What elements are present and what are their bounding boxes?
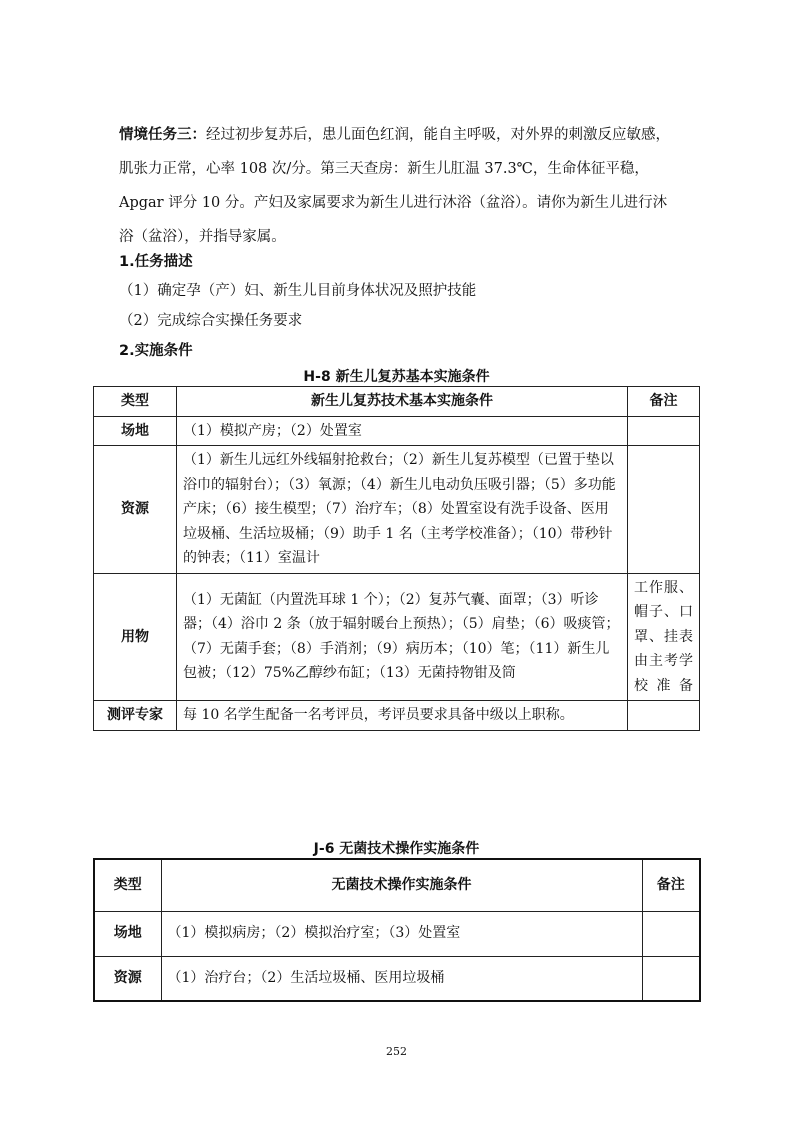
header-conditions: 无菌技术操作实施条件: [161, 859, 642, 911]
table-header-row: [94, 859, 700, 911]
row-content: 每 10 名学生配备一名考评员，考评员要求具备中级以上职称。: [177, 701, 628, 731]
row-content: （1）治疗台；（2）生活垃圾桶、医用垃圾桶: [161, 956, 642, 1001]
section-heading-conditions: 2.实施条件: [119, 343, 193, 359]
table1-caption: H-8 新生儿复苏基本实施条件: [303, 369, 490, 385]
section-heading-task: 1.任务描述: [119, 254, 193, 270]
row-type: 测评专家: [94, 701, 177, 731]
row-content: （1）模拟产房；（2）处置室: [177, 416, 628, 446]
row-type: 资源: [94, 446, 177, 574]
table-header-row: [94, 387, 700, 417]
table-row: [94, 956, 700, 1001]
table-row: [94, 416, 700, 446]
task-item-2: （2）完成综合实操任务要求: [119, 313, 303, 329]
row-type: 场地: [94, 416, 177, 446]
header-type: 类型: [94, 859, 161, 911]
row-note: [628, 701, 700, 731]
row-content: （1）模拟病房；（2）模拟治疗室；（3）处置室: [161, 911, 642, 956]
table-row: [94, 446, 700, 574]
header-conditions: 新生儿复苏技术基本实施条件: [177, 387, 628, 417]
row-type: 场地: [94, 911, 161, 956]
task-item-1: （1）确定孕（产）妇、新生儿目前身体状况及照护技能: [119, 283, 477, 299]
scenario-label: 情境任务三：: [119, 126, 206, 143]
row-note: [628, 446, 700, 574]
table-j6-conditions: [93, 858, 701, 1002]
scenario-paragraph: [119, 118, 679, 254]
row-note: 工作服、帽子、口罩、挂表由主考学校准备: [628, 573, 700, 701]
row-note: [642, 911, 700, 956]
table-row: [94, 573, 700, 701]
page-number: 252: [386, 1045, 407, 1058]
header-notes: 备注: [628, 387, 700, 417]
row-content: （1）无菌缸（内置洗耳球 1 个）；（2）复苏气囊、面罩；（3）听诊器；（4）浴巾 2 条（放于辐射暖台上预热）；（5）肩垫；（6）吸痰管；（7）无菌手套；（8）手消剂；（9）病历本；（10）笔；（11）新生儿包被；（12）75%乙醇纱布缸；（13）无菌持物钳及筒: [177, 573, 628, 701]
row-content: （1）新生儿远红外线辐射抢救台；（2）新生儿复苏模型（已置于垫以浴巾的辐射台）；（3）氧源；（4）新生儿电动负压吸引器；（5）多功能产床；（6）接生模型；（7）治疗车；（8）处置室设有洗手设备、医用垃圾桶、生活垃圾桶；（9）助手 1 名（主考学校准备）；（10）带秒针的钟表；（11）室温计: [177, 446, 628, 574]
table-row: [94, 701, 700, 731]
table2-caption: J-6 无菌技术操作实施条件: [313, 841, 480, 857]
row-type: 用物: [94, 573, 177, 701]
table-h8-conditions: [93, 386, 700, 731]
row-type: 资源: [94, 956, 161, 1001]
table-row: [94, 911, 700, 956]
row-note: [628, 416, 700, 446]
header-type: 类型: [94, 387, 177, 417]
row-note: [642, 956, 700, 1001]
scenario-text: 经过初步复苏后，患儿面色红润，能自主呼吸，对外界的刺激反应敏感，肌张力正常，心率 108 次/分。第三天查房：新生儿肛温 37.3℃，生命体征平稳，Apgar 评分 10 分。产妇及家属要求为新生儿进行沐浴（盆浴）。请你为新生儿进行沐浴（盆浴），并指导家属。: [119, 127, 670, 245]
header-notes: 备注: [642, 859, 700, 911]
